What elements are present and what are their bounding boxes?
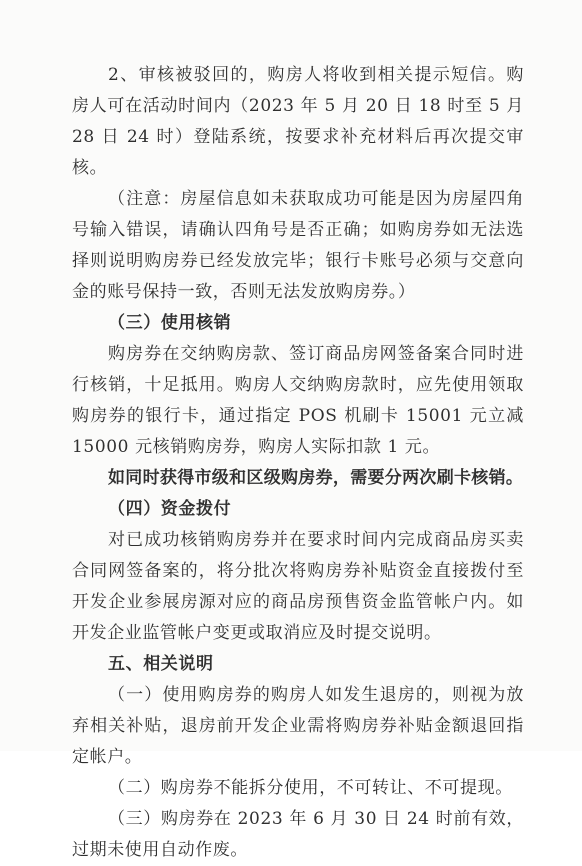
paragraph-note-3: （三）购房券在 2023 年 6 月 30 日 24 时前有效，过期未使用自动作废。: [72, 809, 524, 860]
paragraph-note: （注意：房屋信息如未获取成功可能是因为房屋四角号输入错误，请确认四角号是否正确；如购房券如无法选择则说明购房券已经发放完毕；银行卡账号必须与交意向金的账号保持一致，否则无法发放购房券。）: [72, 189, 524, 302]
heading-use-verification: （三）使用核销: [108, 313, 232, 333]
heading-related-notes: 五、相关说明: [108, 654, 214, 674]
paragraph-review-rejected: 2、审核被驳回的，购房人将收到相关提示短信。购房人可在活动时间内（2023 年 5 月 20 日 18 时至 5 月 28 日 24 时）登陆系统，按要求补充材料后再次提交审核。: [72, 65, 524, 178]
paragraph-note-1: （一）使用购房券的购房人如发生退房的，则视为放弃相关补贴，退房前开发企业需将购房券补贴金额退回指定帐户。: [72, 685, 524, 767]
top-margin: [72, 0, 524, 60]
paragraph-fund-allocation: 对已成功核销购房券并在要求时间内完成商品房买卖合同网签备案的，将分批次将购房券补贴资金直接拨付至开发企业参展房源对应的商品房预售资金监管帐户内。如开发企业监管帐户变更或取消应及时提交说明。: [72, 530, 524, 643]
paragraph-use-verification: 购房券在交纳购房款、签订商品房网签备案合同时进行核销，十足抵用。购房人交纳购房款时，应先使用领取购房券的银行卡，通过指定 POS 机刷卡 15001 元立减 15000 元核销购房券，购房人实际扣款 1 元。: [72, 344, 524, 457]
paragraph-note-2: （二）购房券不能拆分使用，不可转让、不可提现。: [108, 778, 513, 798]
heading-fund-allocation: （四）资金拨付: [108, 499, 232, 519]
bold-note: 如同时获得市级和区级购房券，需要分两次刷卡核销。: [108, 468, 524, 488]
